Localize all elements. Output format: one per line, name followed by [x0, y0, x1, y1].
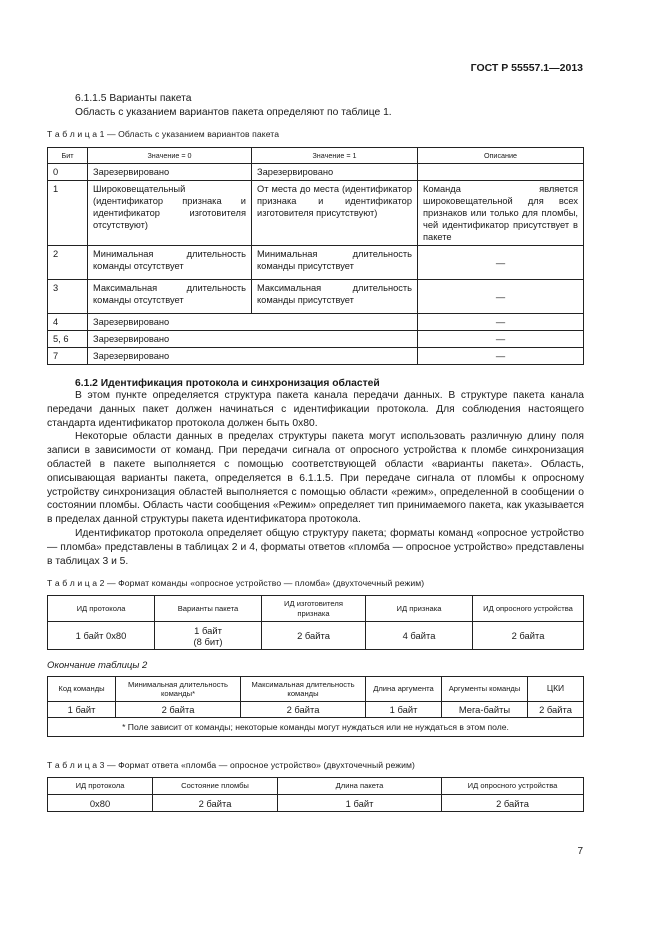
table2-header: Варианты пакета — [155, 596, 262, 622]
table-row — [48, 164, 584, 181]
table-cell: Команда является широковещательной для всех признаков или только для пломбы, чей идентификатор присутствует в пакете — [418, 181, 584, 246]
table2-header: ИД опросного устройства — [473, 596, 584, 622]
table-cell: Широковещательный (идентификатор признака и идентификатор изготовителя отсутствуют) — [88, 181, 252, 246]
table2b-header: Код команды — [48, 677, 116, 702]
table-cell: Мега-байты — [442, 702, 528, 718]
table-cell: Зарезервировано — [88, 331, 418, 348]
standard-number: ГОСТ Р 55557.1—2013 — [470, 62, 583, 74]
table-row — [48, 246, 584, 280]
table-cell: 2 — [48, 246, 88, 280]
table2b-header: Аргументы команды — [442, 677, 528, 702]
table-row — [48, 622, 584, 650]
table-row — [48, 280, 584, 314]
table-row — [48, 331, 584, 348]
table3-header-row — [48, 778, 584, 795]
table2-header-row — [48, 596, 584, 622]
table-cell: Зарезервировано — [88, 314, 418, 331]
table-row — [48, 348, 584, 365]
table2b-header: Максимальная длительность команды — [241, 677, 366, 702]
table1-header: Бит — [48, 148, 88, 164]
table-cell: 1 байт 0x80 — [48, 622, 155, 650]
table2b-header: Длина аргумента — [366, 677, 442, 702]
table-cell: — — [418, 314, 584, 331]
table-cell: 1 байт — [48, 702, 116, 718]
table-cell: 1 — [48, 181, 88, 246]
table2b-header: Минимальная длительность команды* — [116, 677, 241, 702]
table2b — [47, 676, 584, 737]
table2b-header-row — [48, 677, 584, 702]
table-cell: 2 байта — [153, 795, 278, 812]
table-cell: 3 — [48, 280, 88, 314]
table-cell — [418, 164, 584, 181]
table-cell: Зарезервировано — [88, 348, 418, 365]
section-6115 — [47, 92, 584, 120]
table-cell: Зарезервировано — [252, 164, 418, 181]
table1-header: Значение = 0 — [88, 148, 252, 164]
table-cell: — — [418, 348, 584, 365]
table-cell: 5, 6 — [48, 331, 88, 348]
table-cell: 2 байта — [262, 622, 366, 650]
table-cell: 4 — [48, 314, 88, 331]
table-cell: 2 байта — [473, 622, 584, 650]
table-row — [48, 702, 584, 718]
table-cell: 1 байт (8 бит) — [155, 622, 262, 650]
table3-header: ИД протокола — [48, 778, 153, 795]
table-cell: 4 байта — [366, 622, 473, 650]
table-cell: 2 байта — [116, 702, 241, 718]
section-text: Область с указанием вариантов пакета определяют по таблице 1. — [75, 106, 392, 118]
table1-caption: Т а б л и ц а 1 — Область с указанием вариантов пакета — [47, 129, 280, 139]
table2 — [47, 595, 584, 650]
table-cell: — — [418, 246, 584, 280]
page-number: 7 — [577, 846, 583, 857]
table3-header: ИД опросного устройства — [442, 778, 584, 795]
table-cell: Максимальная длительность команды присутствует — [252, 280, 418, 314]
table-cell: От места до места (идентификатор признака и идентификатор изготовителя присутствуют) — [252, 181, 418, 246]
table-cell: Минимальная длительность команды присутствует — [252, 246, 418, 280]
table3 — [47, 777, 584, 812]
table1-header: Описание — [418, 148, 584, 164]
table-row — [48, 795, 584, 812]
table1-header-row — [48, 148, 584, 164]
table-cell: 2 байта — [442, 795, 584, 812]
table-row — [48, 181, 584, 246]
table-note: * Поле зависит от команды; некоторые команды могут нуждаться или не нуждаться в этом поле. — [48, 718, 584, 737]
table-cell: 2 байта — [528, 702, 584, 718]
table-row — [48, 314, 584, 331]
table2b-block — [47, 660, 584, 737]
table2-header: ИД признака — [366, 596, 473, 622]
table2-caption: Т а б л и ц а 2 — Формат команды «опросное устройство — пломба» (двухточечный режим) — [47, 578, 425, 588]
paragraph: В этом пункте определяется структура пакета канала передачи данных. В структуре пакета канала передачи данных пакет должен начинаться с идентификации протокола. Для соблюдения настоящего стандарта идентификатор протокола должен быть 0x80. — [47, 390, 584, 429]
table-cell: 2 байта — [241, 702, 366, 718]
table3-header: Состояние пломбы — [153, 778, 278, 795]
paragraph: Идентификатор протокола определяет общую структуру пакета; форматы команд «опросное устройство — пломба» представлены в таблицах 2 и 4, форматы ответов «пломба — опросное устройство» представлены в таблицах 3 и 5. — [47, 527, 584, 567]
table-cell: — — [418, 331, 584, 348]
table-cell: Максимальная длительность команды отсутствует — [88, 280, 252, 314]
table2-header: ИД протокола — [48, 596, 155, 622]
table-cell: 1 байт — [366, 702, 442, 718]
table2b-caption: Окончание таблицы 2 — [47, 660, 148, 671]
table-cell: 0 — [48, 164, 88, 181]
section-612 — [47, 378, 584, 568]
table1-header: Значение = 1 — [252, 148, 418, 164]
table1 — [47, 147, 584, 365]
table-cell: 7 — [48, 348, 88, 365]
paragraph: Некоторые области данных в пределах структуры пакета могут использовать различную длину поля записи в зависимости от команд. При передачи сигнала от опросного устройства к пломбе синхронизация областей в пакете выполняется с помощью соответствующей области «варианты пакета». Область, описывающая варианты пакета, определяется в 6.1.1.5. При передаче сигнала от пломбы к опросному устройству синхронизация областей выполняется с помощью области «режим», определенной в сообщении о состоянии пломбы. Область части сообщения «Режим» определяет тип принимаемого пакета, как указывается в пределах данной структуры пакета идентификатора протокола. — [47, 431, 584, 526]
table-note-row — [48, 718, 584, 737]
table3-block — [47, 760, 584, 812]
table-cell: — — [418, 280, 584, 314]
table-cell: 0x80 — [48, 795, 153, 812]
table3-header: Длина пакета — [278, 778, 442, 795]
table2b-header: ЦКИ — [528, 677, 584, 702]
table2-header: ИД изготовителя признака — [262, 596, 366, 622]
table2-block — [47, 578, 584, 650]
table-cell: 1 байт — [278, 795, 442, 812]
table3-caption: Т а б л и ц а 3 — Формат ответа «пломба — опросное устройство» (двухточечный режим) — [47, 760, 415, 770]
section-title: 6.1.1.5 Варианты пакета — [75, 93, 192, 104]
section-heading: 6.1.2 Идентификация протокола и синхронизация областей — [75, 378, 380, 389]
table1-block — [47, 129, 584, 365]
table-cell: Зарезервировано — [88, 164, 252, 181]
table-cell: Минимальная длительность команды отсутствует — [88, 246, 252, 280]
